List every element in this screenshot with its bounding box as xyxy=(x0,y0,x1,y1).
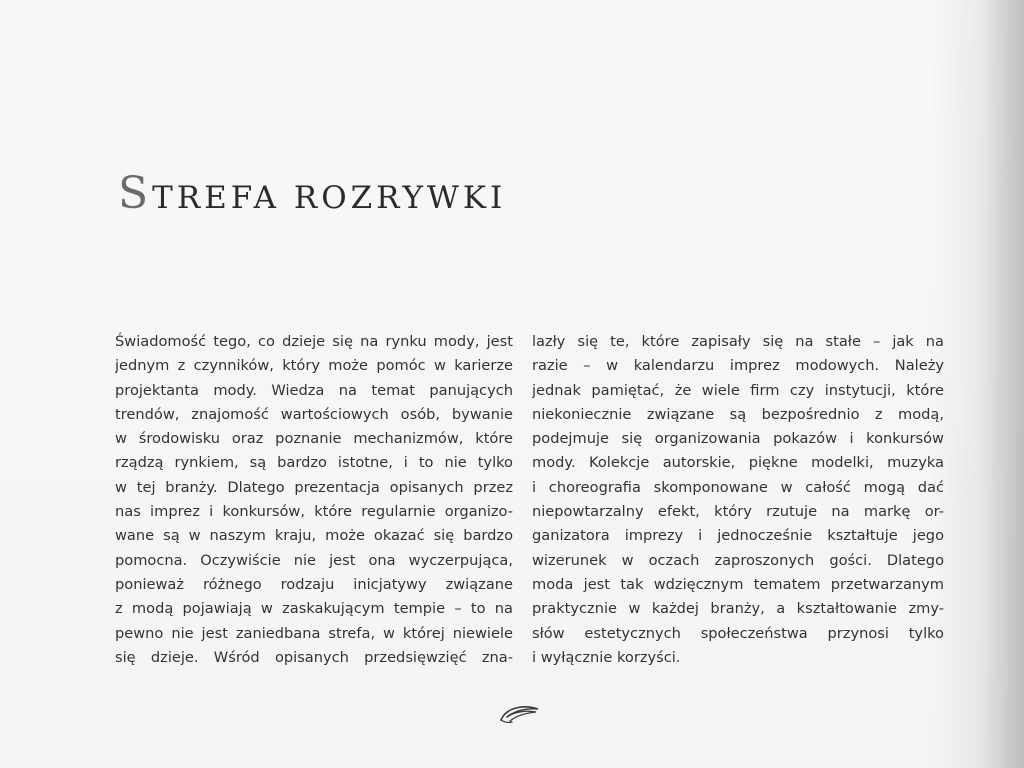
text-line: i choreografia skomponowane w całość mogą dać xyxy=(532,478,944,496)
title-first-word-rest: TREFA xyxy=(152,180,281,216)
text-line: ganizatora imprezy i jednocześnie kształtuje jego xyxy=(532,527,944,545)
text-line: wizerunek w oczach zaproszonych gości. Dlatego xyxy=(532,551,944,569)
text-line: niepowtarzalny efekt, który rzutuje na markę or- xyxy=(532,503,944,521)
text-column-left xyxy=(115,330,513,670)
text-line: pewno nie jest zaniedbana strefa, w której niewiele xyxy=(115,624,513,642)
text-line: niekoniecznie związane są bezpośrednio z modą, xyxy=(532,405,944,423)
text-line: praktycznie w każdej branży, a kształtowanie zmy- xyxy=(532,600,944,618)
feather-flourish-icon xyxy=(498,700,542,726)
title-second-word: ROZRYWKI xyxy=(293,180,507,216)
text-line: podejmuje się organizowania pokazów i konkursów xyxy=(532,430,944,448)
text-line: nas imprez i konkursów, które regularnie organizo- xyxy=(115,503,513,521)
text-line: słów estetycznych społeczeństwa przynosi tylko xyxy=(532,624,944,642)
text-line: lazły się te, które zapisały się na stałe – jak na xyxy=(532,333,944,350)
page-title xyxy=(118,168,506,219)
text-line: ponieważ różnego rodzaju inicjatywy związane xyxy=(115,575,513,593)
text-line: Świadomość tego, co dzieje się na rynku mody, jest xyxy=(115,333,513,350)
text-line: jednak pamiętać, że wiele firm czy instytucji, które xyxy=(532,381,944,399)
text-line: rządzą rynkiem, są bardzo istotne, i to nie tylko xyxy=(115,454,513,472)
text-line: w środowisku oraz poznanie mechanizmów, które xyxy=(115,430,513,448)
text-line: razie – w kalendarzu imprez modowych. Należy xyxy=(532,357,944,375)
text-line: jednym z czynników, który może pomóc w karierze xyxy=(115,357,513,375)
text-line: się dzieje. Wśród opisanych przedsięwzięć zna- xyxy=(115,648,513,666)
text-line: moda jest tak wdzięcznym tematem przetwarzanym xyxy=(532,575,944,593)
text-column-right xyxy=(532,330,944,670)
text-line: i wyłącznie korzyści. xyxy=(532,648,681,666)
text-line: mody. Kolekcje autorskie, piękne modelki, muzyka xyxy=(532,454,944,472)
text-line: trendów, znajomość wartościowych osób, bywanie xyxy=(115,405,513,423)
text-line: w tej branży. Dlatego prezentacja opisanych przez xyxy=(115,478,513,496)
text-line: pomocna. Oczywiście nie jest ona wyczerpująca, xyxy=(115,551,513,569)
text-line: projektanta mody. Wiedza na temat panujących xyxy=(115,381,513,399)
text-line: z modą pojawiają w zaskakującym tempie – to na xyxy=(115,600,513,618)
page-edge-shadow xyxy=(976,0,1024,768)
text-line: wane są w naszym kraju, może okazać się bardzo xyxy=(115,527,513,545)
title-initial-letter: S xyxy=(118,168,153,219)
